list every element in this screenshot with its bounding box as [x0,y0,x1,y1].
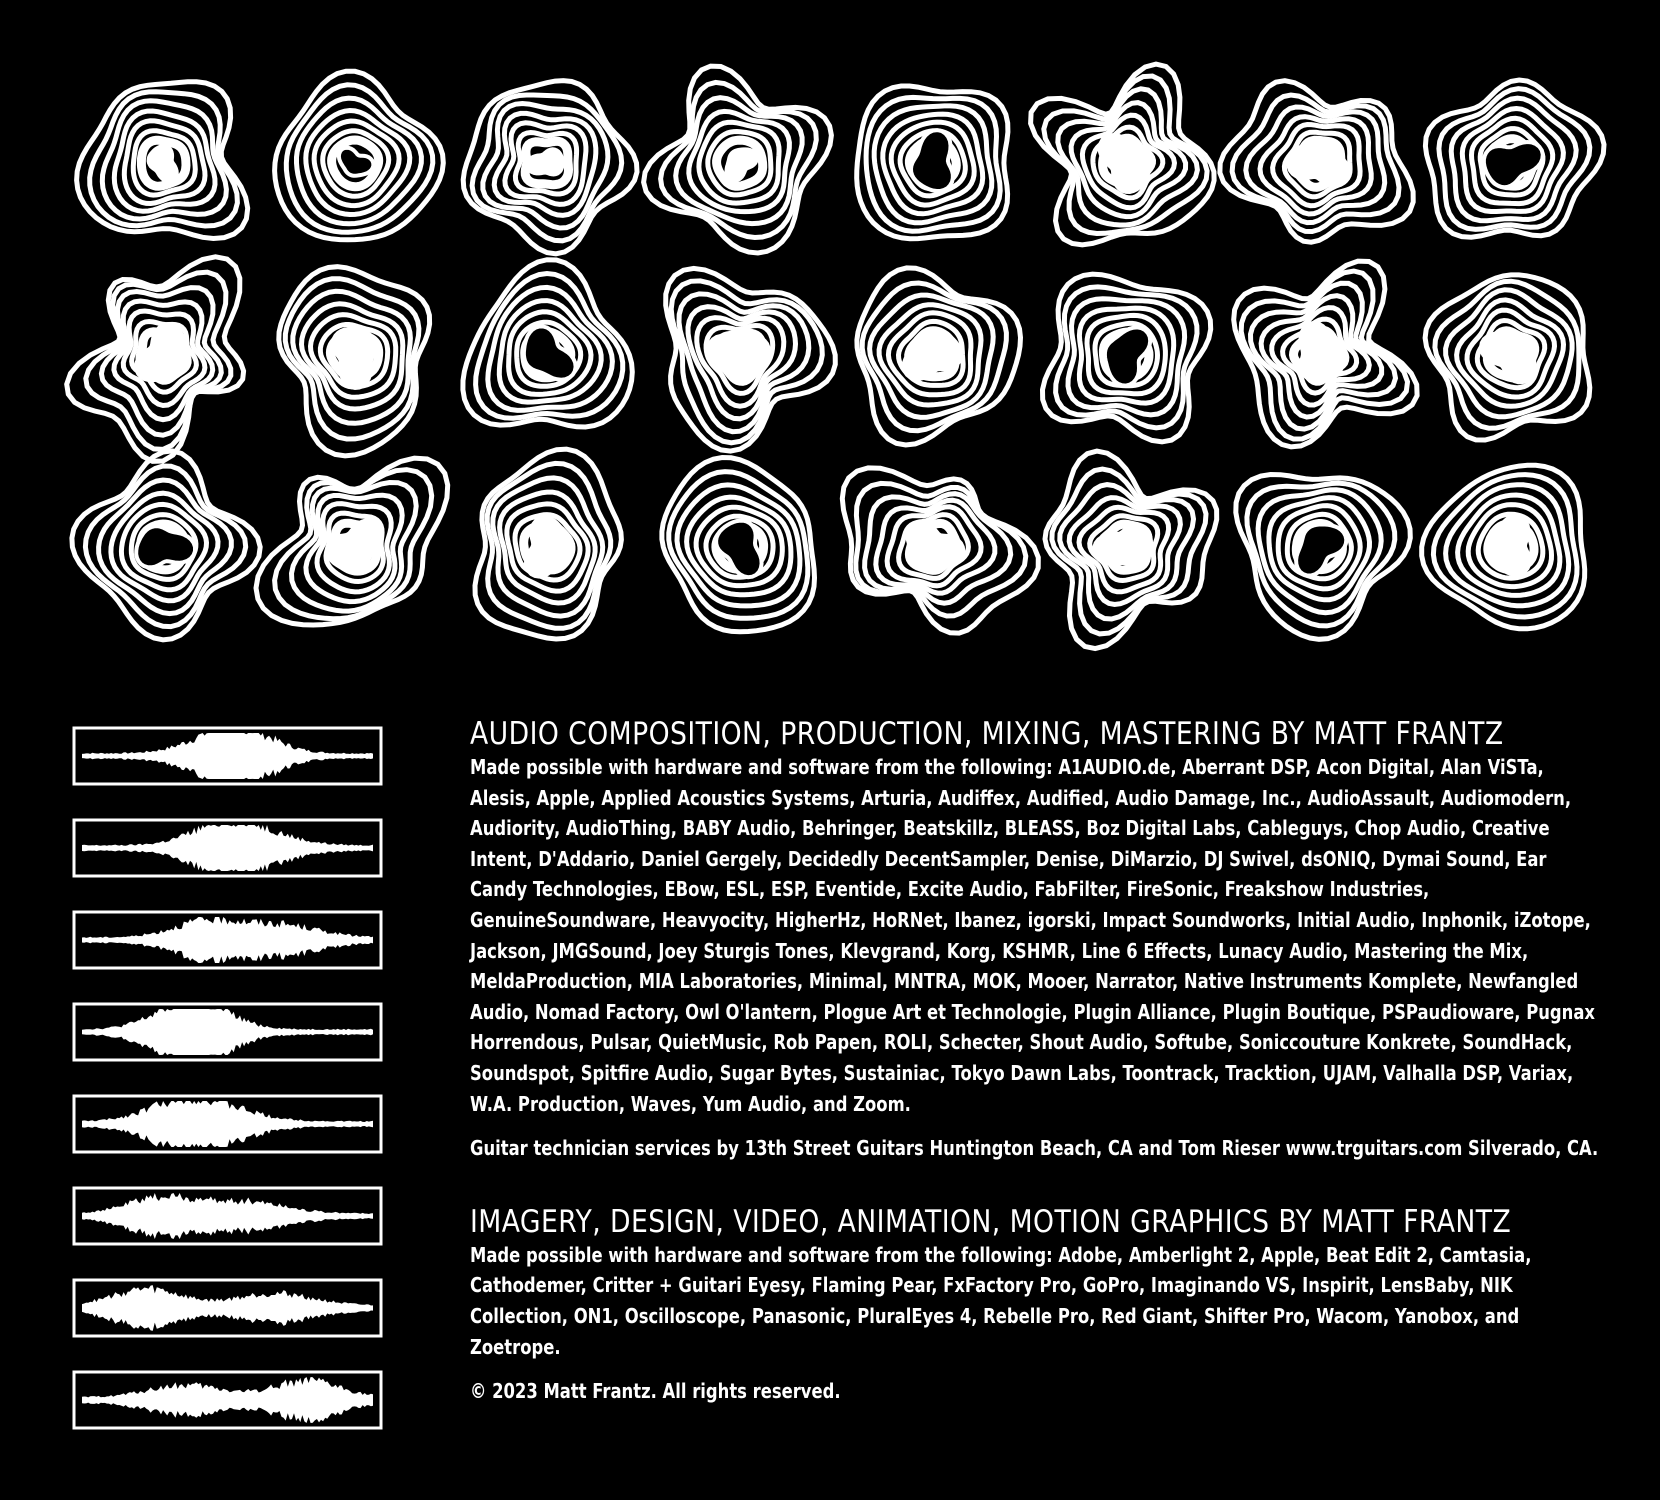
copyright-notice: © 2023 Matt Frantz. All rights reserved. [470,1379,841,1404]
contour-ring-icon [857,268,1021,445]
contour-ring-icon [279,267,430,456]
waveform-icon [74,1004,381,1060]
imagery-credits-heading: IMAGERY, DESIGN, VIDEO, ANIMATION, MOTION GRAPHICS BY MATT FRANTZ [470,1203,1512,1240]
contour-ring-icon [77,82,248,239]
contour-ring-icon [1031,64,1215,245]
contour-ring-icon [1236,475,1411,640]
imagery-credits-body: Made possible with hardware and software from the following: Adobe, Amberlight 2, Apple, Beat Edit 2, Camtasia, Cathodemer, Critter + Guitari Eyesy, Flaming Pear, FxFactory Pro, GoPro, Imaginando VS, Inspirit, LensBaby, NIK Collection, ON1, Oscilloscope, Panasonic, PluralEyes 4, Rebelle Pro, Red Giant, Shifter Pro, Wacom, Yanobox, and Zoetrope. [470,1242,1532,1359]
credits-block [470,716,1600,1407]
audio-credits-body: Made possible with hardware and software from the following: A1AUDIO.de, Aberrant DSP, Acon Digital, Alan ViSTa, Alesis, Apple, Applied Acoustics Systems, Arturia, Audiffex, Audified, Audio Damage, Inc., AudioAssault, Audiomodern, Audiority, AudioThing, BABY Audio, Behringer, Beatskillz, BLEASS, Boz Digital Labs, Cableguys, Chop Audio, Creative Intent, D'Addario, Daniel Gergely, Decidedly DecentSampler, Denise, DiMarzio, DJ Swivel, dsONIQ, Dymai Sound, Ear Candy Technologies, EBow, ESL, ESP, Eventide, Excite Audio, FabFilter, FireSonic, Freakshow Industries, GenuineSoundware, Heavyocity, HigherHz, HoRNet, Ibanez, igorski, Impact Soundworks, Initial Audio, Inphonik, iZotope, Jackson, JMGSound, Joey Sturgis Tones, Klevgrand, Korg, KSHMR, Line 6 Effects, Lunacy Audio, Mastering the Mix, MeldaProduction, MIA Laboratories, Minimal, MNTRA, MOK, Mooer, Narrator, Native Instruments Komplete, Newfangled Audio, Nomad Factory, Owl O'lantern, Plogue Art et Technologie, Plugin Alliance, Plugin Boutique, PSPaudioware, Pugnax Horrendous, Pulsar, QuietMusic, Rob Papen, ROLI, Schecter, Shout Audio, Softube, Soniccouture Konkrete, SoundHack, Soundspot, Spitfire Audio, Sugar Bytes, Sustainiac, Tokyo Dawn Labs, Toontrack, Tracktion, UJAM, Valhalla DSP, Variax, W.A. Production, Waves, Yum Audio, and Zoom. [470,755,1595,1116]
contour-ring-icon [1220,81,1413,243]
contour-ring-icon [256,458,448,625]
contour-ring-icon [72,451,260,640]
contour-ring-icon [1043,274,1211,442]
contour-ring-icon [1234,261,1417,447]
contour-ring-icon [1422,465,1585,629]
waveform-icon [74,1372,381,1428]
contour-ring-icon [842,468,1038,633]
waveform-column [74,728,381,1428]
contour-ring-icon [1425,275,1590,440]
waveform-icon [74,912,381,968]
contour-ring-icon [275,71,444,240]
waveform-icon [74,820,381,876]
contour-ring-icon [666,268,836,451]
waveform-icon [74,1188,381,1244]
contour-ring-grid [67,64,1604,649]
contour-ring-icon [662,458,815,632]
contour-ring-icon [463,260,632,427]
contour-ring-icon [1045,451,1217,648]
waveform-icon [74,1096,381,1152]
contour-ring-icon [463,81,637,254]
contour-ring-icon [857,86,1008,239]
guitar-technician-note: Guitar technician services by 13th Street Guitars Huntington Beach, CA and Tom Rieser www.trguitars.com Silverado, CA. [470,1136,1599,1161]
contour-ring-icon [67,257,244,462]
contour-ring-icon [1425,80,1604,237]
waveform-icon [74,728,381,784]
contour-ring-icon [475,449,621,639]
contour-ring-icon [644,66,832,253]
waveform-icon [74,1280,381,1336]
audio-credits-heading: AUDIO COMPOSITION, PRODUCTION, MIXING, MASTERING BY MATT FRANTZ [470,716,1504,752]
